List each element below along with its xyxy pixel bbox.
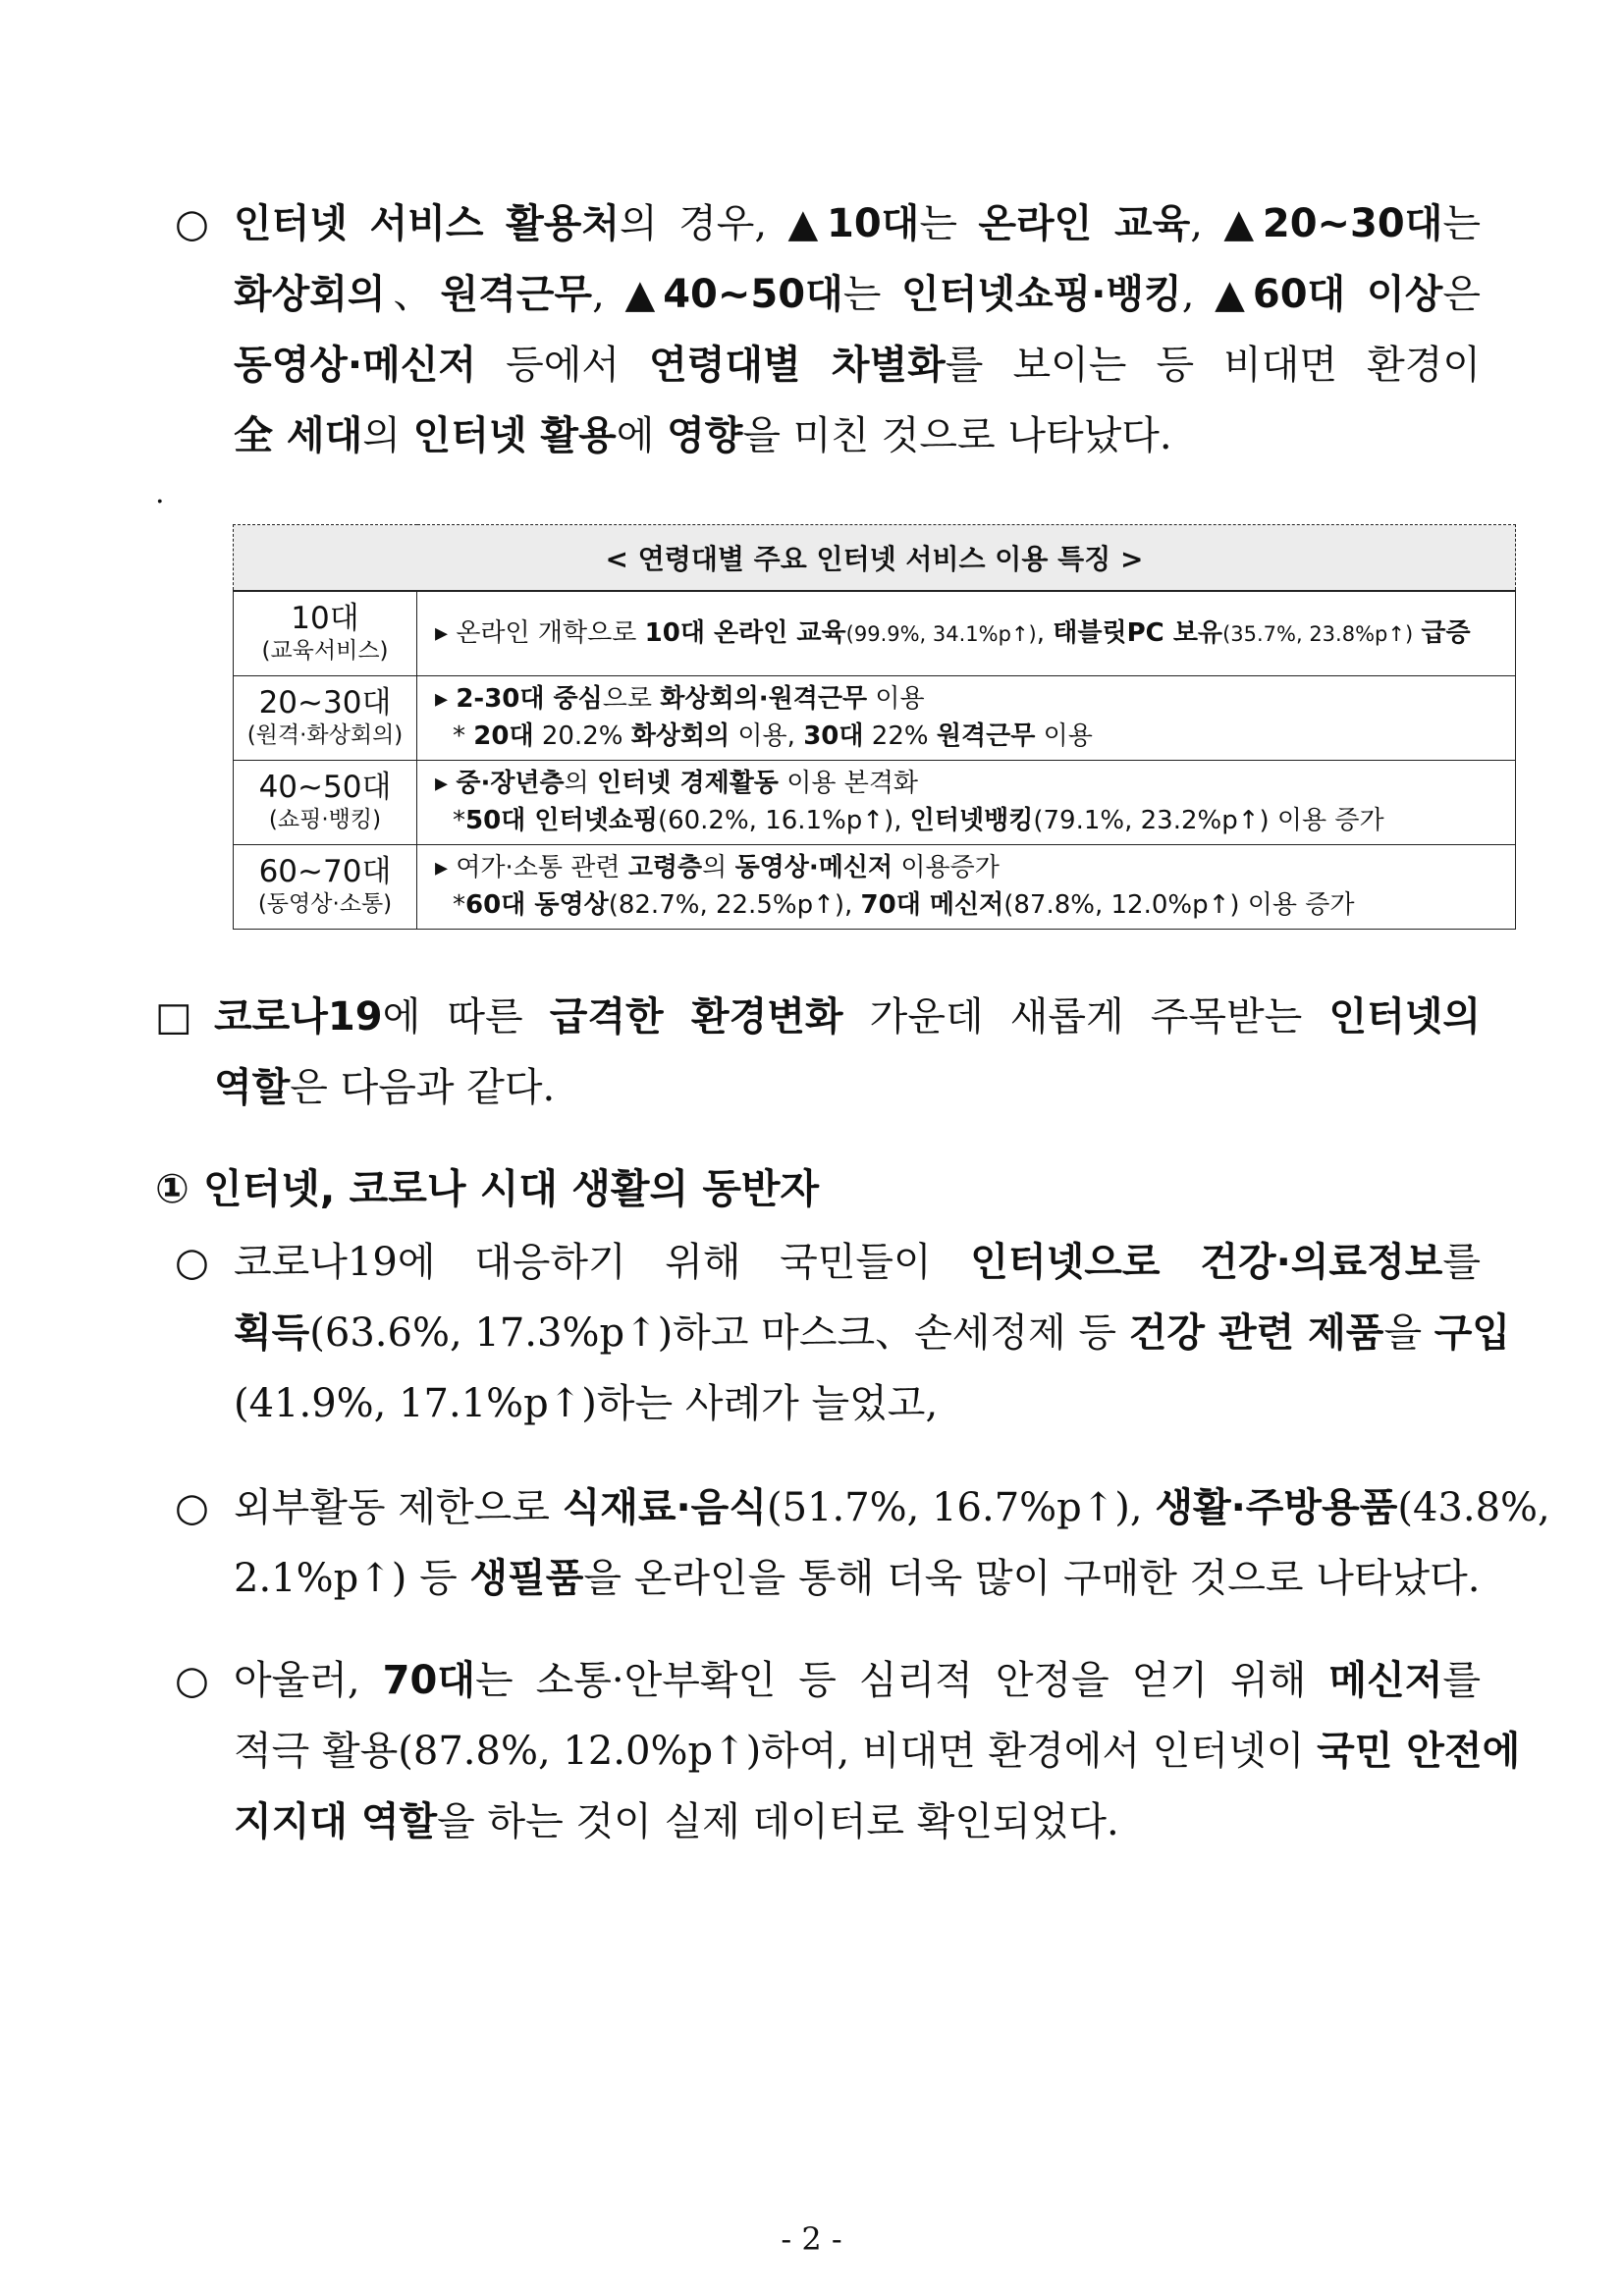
bold-text: 인터넷 서비스 활용처 <box>234 201 621 246</box>
text-run: 、 <box>385 272 441 317</box>
bold-text: 50대 인터넷쇼핑 <box>465 806 658 835</box>
circle-bullet: ○ <box>175 1240 209 1285</box>
bold-text: 영향 <box>667 413 743 458</box>
paragraph-lines <box>234 1645 1521 1857</box>
age-group-label: (동영상·소통) <box>257 891 393 917</box>
bold-text: 고령층 <box>627 853 703 882</box>
text-run: (43.8%, <box>1397 1485 1550 1530</box>
bold-text: ▲60대 이상 <box>1215 272 1443 317</box>
text-run: (35.7%, 23.8%p↑) <box>1222 621 1414 646</box>
text-run: 를 <box>1442 1240 1481 1285</box>
bold-text: 화상회의 <box>630 721 730 751</box>
text-run: 아울러, <box>234 1658 383 1703</box>
bold-text: 10대 온라인 교육 <box>644 617 846 648</box>
text-run: 코로나19에 대응하기 위해 국민들이 <box>234 1240 971 1285</box>
text-run: 는 <box>842 272 902 317</box>
bold-text: 인터넷으로 건강·의료정보 <box>970 1240 1443 1285</box>
section-heading: ① 인터넷, 코로나 시대 생활의 동반자 <box>155 1165 820 1212</box>
text-run: 을 온라인을 통해 더욱 많이 구매한 것으로 나타났다. <box>583 1556 1481 1601</box>
bold-text: 원격근무 <box>936 721 1036 751</box>
paragraph-lines <box>234 1227 1511 1439</box>
text-run: 의 경우, <box>620 201 788 246</box>
age-label: 20~30대 <box>258 685 392 721</box>
text-line <box>234 188 1481 259</box>
bold-text: 코로나19 <box>214 994 383 1040</box>
text-line <box>234 1298 1511 1368</box>
text-run: (60.2%, 16.1%p↑), <box>657 806 910 835</box>
text-run: 의 <box>362 413 413 458</box>
table-row <box>234 591 1516 675</box>
text-line <box>234 330 1481 400</box>
bold-text: 급증 <box>1421 617 1471 648</box>
text-line <box>234 1645 1481 1716</box>
text-run: 20.2% <box>533 721 631 751</box>
text-run: ▸ <box>435 769 457 798</box>
text-line <box>234 1543 1481 1614</box>
text-line <box>435 765 1515 802</box>
text-run: , <box>592 272 625 317</box>
text-run: 등에서 <box>476 343 650 388</box>
text-run: 는 <box>1442 201 1481 246</box>
bold-text: 구입 <box>1434 1310 1511 1356</box>
description-cell <box>417 760 1516 844</box>
bold-text: 인터넷 경제활동 <box>597 769 779 798</box>
age-group-label: (원격·화상회의) <box>246 722 404 748</box>
bold-text: 생필품 <box>469 1556 584 1601</box>
description-cell <box>417 675 1516 760</box>
bold-text: 국민 안전에 <box>1317 1729 1521 1774</box>
text-run: 이용 <box>1035 721 1093 751</box>
text-run: * <box>453 721 474 751</box>
circle-bullet: ○ <box>175 1485 209 1530</box>
age-cell <box>234 844 417 929</box>
age-group-label: (교육서비스) <box>261 638 389 665</box>
text-run: 을 하는 것이 실제 데이터로 확인되었다. <box>437 1799 1119 1844</box>
text-run: ▸ <box>435 684 457 714</box>
bold-text: 역할 <box>214 1065 291 1110</box>
bold-text: 인터넷쇼핑·뱅킹 <box>901 272 1182 317</box>
description-cell <box>417 591 1516 675</box>
text-run: , <box>1036 617 1054 648</box>
bold-text: 원격근무 <box>440 272 593 317</box>
text-run: 은 <box>1442 272 1481 317</box>
text-run: 2.1%p↑) 등 <box>234 1556 470 1601</box>
text-run: 이용, <box>730 721 804 751</box>
text-run: * <box>453 890 465 920</box>
bold-text: 연령대별 차별화 <box>649 343 946 388</box>
text-run: , <box>1181 272 1216 317</box>
text-line <box>234 1368 1481 1439</box>
text-line <box>234 259 1481 330</box>
bold-text: 인터넷뱅킹 <box>909 806 1034 835</box>
text-line <box>234 1716 1521 1787</box>
text-run: 으로 <box>602 684 661 714</box>
text-run: 이용 <box>867 684 925 714</box>
text-run: 을 미친 것으로 나타났다. <box>742 413 1172 458</box>
bold-text: 화상회의·원격근무 <box>660 684 868 714</box>
text-line <box>214 1052 1481 1123</box>
text-line <box>435 718 1515 755</box>
text-run: 의 <box>702 853 735 882</box>
text-run: 22% <box>863 721 937 751</box>
bold-text: 인터넷의 <box>1328 994 1481 1040</box>
text-line <box>435 614 1515 653</box>
text-run: 는 <box>919 201 979 246</box>
table-title: < 연령대별 주요 인터넷 서비스 이용 특징 > <box>234 525 1516 592</box>
bold-text: 동영상·메신저 <box>734 853 893 882</box>
text-run: 적극 활용(87.8%, 12.0%p↑)하여, 비대면 환경에서 인터넷이 <box>234 1729 1318 1774</box>
text-line <box>435 680 1515 718</box>
text-run: 에 따른 <box>382 994 550 1040</box>
text-line <box>234 1787 1481 1857</box>
text-run: 이용 본격화 <box>778 769 919 798</box>
text-run: (87.8%, 12.0%p↑) 이용 증가 <box>1003 890 1355 920</box>
paragraph-lines <box>214 982 1481 1123</box>
bold-text: 20대 <box>473 721 534 751</box>
text-run: 가운데 새롭게 주목받는 <box>842 994 1329 1040</box>
text-run: 은 다음과 같다. <box>290 1065 556 1110</box>
text-run: (41.9%, 17.1%p↑)하는 사례가 늘었고, <box>234 1381 939 1426</box>
bold-text: 중·장년층 <box>456 769 565 798</box>
text-run: ▸ 온라인 개학으로 <box>435 617 645 648</box>
table-row <box>234 760 1516 844</box>
text-run: 를 보이는 등 비대면 환경이 <box>945 343 1481 388</box>
age-label: 10대 <box>291 601 359 637</box>
text-run: * <box>453 806 465 835</box>
table-row <box>234 675 1516 760</box>
bold-text: 식재료·음식 <box>562 1485 767 1530</box>
text-run: (63.6%, 17.3%p↑)하고 마스크、손세정제 등 <box>309 1310 1129 1356</box>
text-line <box>234 400 1481 471</box>
age-cell <box>234 591 417 675</box>
bold-text: 2-30대 중심 <box>456 684 603 714</box>
bold-text: 획득 <box>234 1310 310 1356</box>
text-run: ▸ 여가·소통 관련 <box>435 853 628 882</box>
text-run: 에 <box>616 413 668 458</box>
text-run: 의 <box>564 769 598 798</box>
text-run: 을 <box>1383 1310 1434 1356</box>
bold-text: 지지대 역할 <box>234 1799 438 1844</box>
text-run: 는 소통·안부확인 등 심리적 안정을 얻기 위해 <box>474 1658 1329 1703</box>
bold-text: 태블릿PC 보유 <box>1053 617 1223 648</box>
bold-text: 동영상·메신저 <box>234 343 477 388</box>
age-label: 40~50대 <box>258 770 392 805</box>
text-run: (99.9%, 34.1%p↑) <box>845 621 1037 646</box>
text-run: 외부활동 제한으로 <box>234 1485 563 1530</box>
bold-text: 인터넷 활용 <box>412 413 617 458</box>
square-bullet: □ <box>155 994 192 1040</box>
bold-text: 생활·주방용품 <box>1155 1485 1398 1530</box>
paragraph-lines <box>234 188 1481 471</box>
circle-bullet: ○ <box>175 201 209 246</box>
age-label: 60~70대 <box>258 854 392 889</box>
text-run: (51.7%, 16.7%p↑), <box>766 1485 1156 1530</box>
bold-text: ▲40~50대 <box>624 272 843 317</box>
text-line <box>214 982 1481 1052</box>
page-number: - 2 - <box>781 2220 842 2258</box>
table-row <box>234 844 1516 929</box>
text-line <box>435 802 1515 839</box>
age-cell <box>234 675 417 760</box>
text-run: 이용증가 <box>893 853 1000 882</box>
text-line <box>234 1472 1550 1543</box>
text-run: (79.1%, 23.2%p↑) 이용 증가 <box>1033 806 1384 835</box>
bold-text: 온라인 교육 <box>978 201 1191 246</box>
bold-text: 70대 메신저 <box>860 890 1004 920</box>
circle-bullet: ○ <box>175 1658 209 1703</box>
bold-text: 급격한 환경변화 <box>549 994 843 1040</box>
text-run: (82.7%, 22.5%p↑), <box>608 890 861 920</box>
bold-text: 건강 관련 제품 <box>1128 1310 1384 1356</box>
bold-text: 메신저 <box>1328 1658 1443 1703</box>
text-line <box>435 849 1515 886</box>
bold-text: 70대 <box>382 1658 475 1703</box>
text-run: 를 <box>1442 1658 1481 1703</box>
stray-dot: . <box>155 476 165 510</box>
bold-text: 60대 동영상 <box>465 890 609 920</box>
text-line <box>435 886 1515 924</box>
bold-text: ▲10대 <box>787 201 920 246</box>
description-cell <box>417 844 1516 929</box>
age-cell <box>234 760 417 844</box>
text-run: , <box>1190 201 1224 246</box>
paragraph-lines <box>234 1472 1550 1614</box>
bold-text: 화상회의 <box>234 272 386 317</box>
age-group-table <box>233 524 1516 930</box>
bold-text: 30대 <box>803 721 864 751</box>
bold-text: 全 세대 <box>234 413 363 458</box>
bold-text: ▲20~30대 <box>1223 201 1443 246</box>
text-line <box>234 1227 1481 1298</box>
age-group-label: (쇼핑·뱅킹) <box>268 807 382 832</box>
